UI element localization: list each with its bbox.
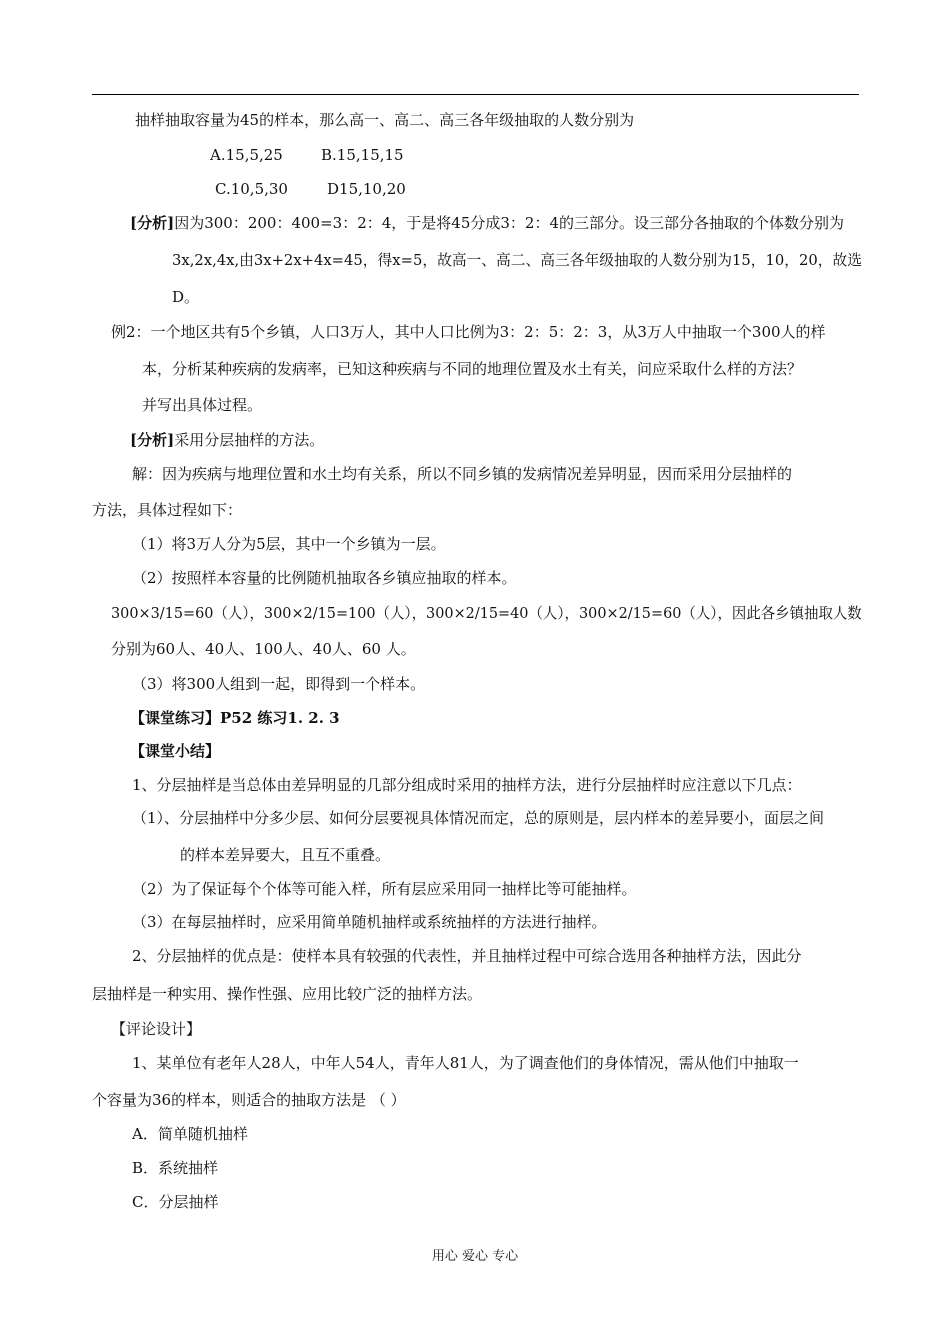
solution-line2: 方法，具体过程如下： <box>92 501 243 519</box>
solution-step2: （2）按照样本容量的比例随机抽取各乡镇应抽取的样本。 <box>132 569 517 587</box>
review-option-a: A．简单随机抽样 <box>132 1125 248 1143</box>
solution-step3: （3）将300人组到一起，即得到一个样本。 <box>132 675 426 693</box>
summary-p1: 1、分层抽样是当总体由差异明显的几部分组成时采用的抽样方法，进行分层抽样时应注意以下几点： <box>132 776 802 794</box>
practice-heading: 【课堂练习】P52 练习1. 2. 3 <box>130 709 340 727</box>
analysis2-tag: [分析] <box>130 431 175 449</box>
example2-line1: 例2：一个地区共有5个乡镇，人口3万人，其中人口比例为3：2：5：2：3，从3万人中抽取一个300人的样 <box>111 323 826 341</box>
example2-line3: 并写出具体过程。 <box>142 396 263 414</box>
summary-p1-3: （3）在每层抽样时，应采用简单随机抽样或系统抽样的方法进行抽样。 <box>132 913 607 931</box>
page-footer: 用心 爱心 专心 <box>431 1249 519 1264</box>
summary-title: 【课堂小结】 <box>130 742 221 760</box>
solution-step1: （1）将3万人分为5层，其中一个乡镇为一层。 <box>132 535 446 553</box>
analysis1-line1 <box>130 213 844 233</box>
review-option-c: C．分层抽样 <box>132 1193 219 1211</box>
analysis2-text: 采用分层抽样的方法。 <box>174 431 325 449</box>
question-intro: 抽样抽取容量为45的样本，那么高一、高二、高三各年级抽取的人数分别为 <box>135 111 635 129</box>
summary-p1-1b: 的样本差异要大，且互不重叠。 <box>180 846 391 864</box>
header-rule <box>92 94 859 95</box>
analysis1-line2: 3x,2x,4x,由3x+2x+4x=45，得x=5，故高一、高二、高三各年级抽取的人数分别为15，10，20，故选 <box>172 251 862 269</box>
review-q1a: 1、某单位有老年人28人，中年人54人，青年人81人，为了调查他们的身体情况，需从他们中抽取一 <box>132 1054 799 1072</box>
analysis1-line3: D。 <box>172 288 200 306</box>
analysis1-text: 因为300：200：400=3：2：4，于是将45分成3：2：4的三部分。设三部分各抽取的个体数分别为 <box>174 214 845 232</box>
review-title: 【评论设计】 <box>111 1020 202 1038</box>
summary-p1-1a: （1）、分层抽样中分多少层、如何分层要视具体情况而定，总的原则是，层内样本的差异要小，面层之间 <box>132 809 825 827</box>
example2-line2: 本，分析某种疾病的发病率，已知这种疾病与不同的地理位置及水土有关，问应采取什么样的方法？ <box>142 360 803 378</box>
solution-calc-line1: 300×3/15=60（人），300×2/15=100（人），300×2/15=40（人），300×2/15=60（人），因此各乡镇抽取人数 <box>111 604 862 622</box>
solution-line1: 解：因为疾病与地理位置和水土均有关系，所以不同乡镇的发病情况差异明显，因而采用分层抽样的 <box>132 465 793 483</box>
review-option-b: B．系统抽样 <box>132 1159 219 1177</box>
review-q1b: 个容量为36的样本，则适合的抽取方法是 （ ） <box>92 1091 406 1109</box>
option-d: D15,10,20 <box>327 180 406 198</box>
analysis2 <box>130 430 324 450</box>
summary-p1-2: （2）为了保证每个个体等可能入样，所有层应采用同一抽样比等可能抽样。 <box>132 880 637 898</box>
solution-calc-line2: 分别为60人、40人、100人、40人、60 人。 <box>111 640 416 658</box>
summary-p2a: 2、分层抽样的优点是：使样本具有较强的代表性，并且抽样过程中可综合选用各种抽样方法，因此分 <box>132 947 802 965</box>
option-b: B.15,15,15 <box>321 146 404 164</box>
option-c: C.10,5,30 <box>215 180 288 198</box>
summary-p2b: 层抽样是一种实用、操作性强、应用比较广泛的抽样方法。 <box>92 985 483 1003</box>
analysis1-tag: [分析] <box>130 214 175 232</box>
option-a: A.15,5,25 <box>210 146 283 164</box>
